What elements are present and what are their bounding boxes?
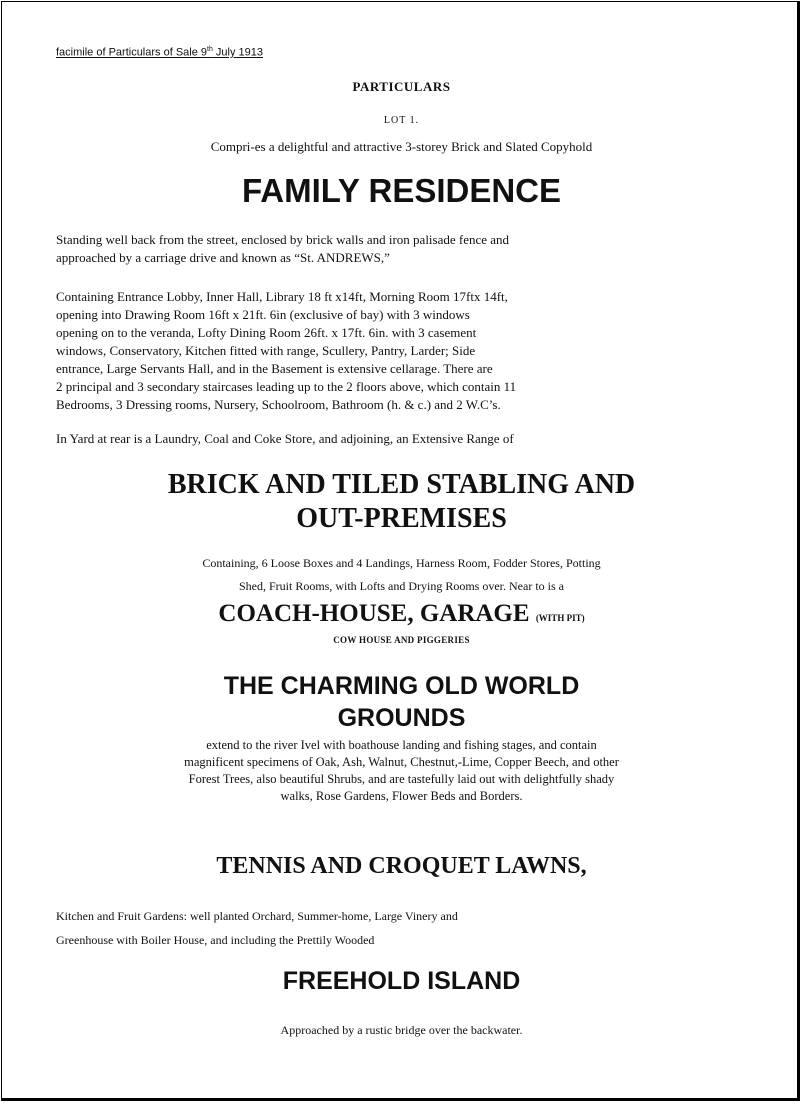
paragraph-line: windows, Conservatory, Kitchen fitted with range, Scullery, Pantry, Larder; Side	[56, 343, 476, 358]
paragraph-line: Bedrooms, 3 Dressing rooms, Nursery, Schoolroom, Bathroom (h. & c.) and 2 W.C’s.	[56, 397, 501, 412]
paragraph-line: Greenhouse with Boiler House, and including the Prettily Wooded	[56, 933, 375, 947]
title-line: THE CHARMING OLD WORLD	[223, 672, 580, 700]
paragraph-line: Containing, 6 Loose Boxes and 4 Landings, Harness Room, Fodder Stores, Potting	[202, 556, 601, 570]
with-pit-note: (WITH PIT)	[535, 613, 585, 623]
paragraph-line: approached by a carriage drive and known as “St. ANDREWS,”	[56, 250, 390, 265]
standing-paragraph	[56, 231, 626, 267]
paragraph-line: magnificent specimens of Oak, Ash, Walnut, Chestnut,-Lime, Copper Beech, and other	[184, 755, 619, 769]
document-page	[1, 1, 800, 1101]
caption-superscript: th	[207, 46, 213, 53]
grounds-paragraph	[2, 737, 801, 805]
paragraph-line: walks, Rose Gardens, Flower Beds and Borders.	[280, 789, 523, 803]
containing-paragraph	[56, 288, 626, 414]
family-residence-title: FAMILY RESIDENCE	[241, 172, 562, 209]
paragraph-line: Kitchen and Fruit Gardens: well planted Orchard, Summer-home, Large Vinery and	[56, 909, 458, 923]
title-line: OUT-PREMISES	[296, 503, 507, 534]
yard-paragraph	[56, 430, 626, 448]
caption-date-text: July 1913	[212, 46, 264, 59]
caption-text: facimile of Particulars of Sale 9	[56, 46, 208, 59]
paragraph-line: Standing well back from the street, enclosed by brick walls and iron palisade fence and	[56, 232, 510, 247]
paragraph-line: Forest Trees, also beautiful Shrubs, and are tastefully laid out with delightfully shady	[188, 772, 615, 786]
paragraph-line: opening into Drawing Room 16ft x 21ft. 6in (exclusive of bay) with 3 windows	[56, 307, 470, 322]
freehold-island-title: FREEHOLD ISLAND	[282, 967, 521, 995]
coach-house-title	[2, 600, 801, 628]
intro-line: Compri-es a delightful and attractive 3-storey Brick and Slated Copyhold	[210, 139, 593, 154]
paragraph-line: Shed, Fruit Rooms, with Lofts and Drying Rooms over. Near to is a	[239, 579, 564, 593]
paragraph-line: entrance, Large Servants Hall, and in the Basement is extensive cellarage. There are	[56, 361, 493, 376]
coach-house-text: COACH-HOUSE, GARAGE	[218, 600, 530, 627]
facsimile-caption	[56, 46, 263, 59]
stabling-title	[2, 468, 801, 536]
lot-number: LOT 1.	[383, 115, 420, 126]
paragraph-line: In Yard at rear is a Laundry, Coal and Coke Store, and adjoining, an Extensive Range of	[56, 431, 514, 446]
tennis-lawns-title: TENNIS AND CROQUET LAWNS,	[216, 853, 587, 879]
grounds-title	[2, 670, 801, 734]
paragraph-line: 2 principal and 3 secondary staircases leading up to the 2 floors above, which contain 11	[56, 379, 517, 394]
title-line: BRICK AND TILED STABLING AND	[167, 469, 636, 500]
bridge-line: Approached by a rustic bridge over the backwater.	[280, 1023, 523, 1037]
particulars-heading: PARTICULARS	[352, 79, 451, 94]
cow-house-subtitle: COW HOUSE AND PIGGERIES	[333, 635, 470, 645]
paragraph-line: extend to the river Ivel with boathouse landing and fishing stages, and contain	[206, 738, 597, 752]
title-line: GROUNDS	[337, 704, 466, 732]
loose-boxes-paragraph	[2, 552, 801, 598]
kitchen-gardens-paragraph	[56, 904, 626, 952]
paragraph-line: Containing Entrance Lobby, Inner Hall, Library 18 ft x14ft, Morning Room 17ftx 14ft,	[56, 289, 508, 304]
paragraph-line: opening on to the veranda, Lofty Dining Room 26ft. x 17ft. 6in. with 3 casement	[56, 325, 477, 340]
